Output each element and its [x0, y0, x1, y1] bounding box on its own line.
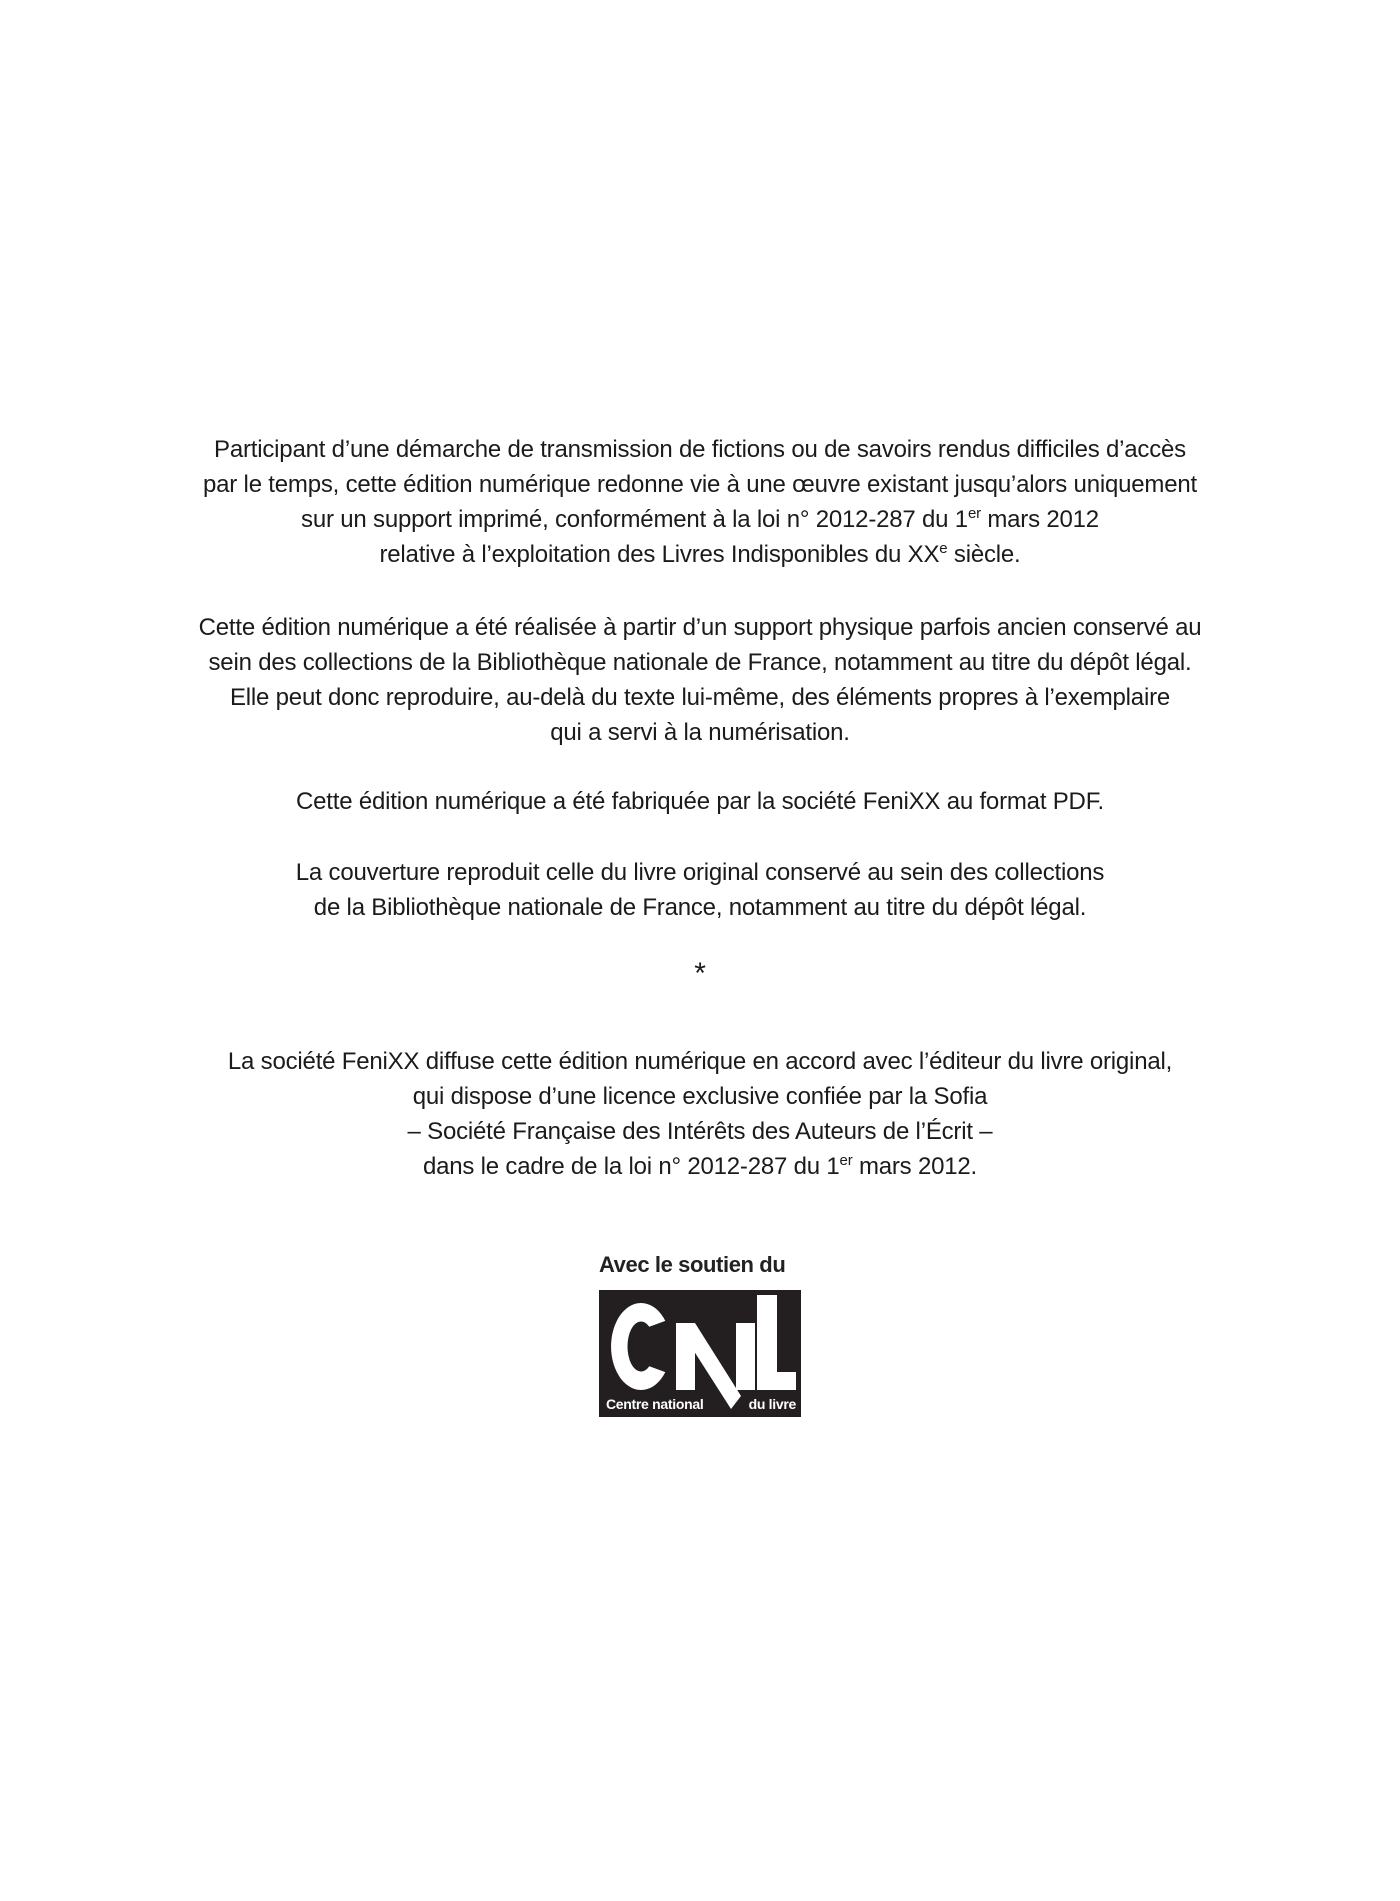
support-lockup	[599, 1250, 801, 1417]
text-segment: La couverture reproduit celle du livre original conservé au sein des collections	[295, 859, 1105, 886]
text-segment: Participant d’une démarche de transmission de fictions ou de savoirs rendus difficiles d’accès	[214, 436, 1186, 463]
paragraph-cover-notice	[110, 855, 1290, 925]
text-segment: mars 2012	[980, 506, 1099, 533]
text-line	[110, 537, 1290, 572]
text-segment: par le temps, cette édition numérique redonne vie à une œuvre existant jusqu’alors uniquement	[203, 471, 1197, 498]
superscript-text: e	[939, 540, 948, 557]
text-segment: – Société Française des Intérêts des Auteurs de l’Écrit –	[407, 1118, 993, 1145]
text-segment: mars 2012.	[852, 1153, 978, 1180]
text-segment: Elle peut donc reproduire, au-delà du texte lui-même, des éléments propres à l’exemplaire	[229, 684, 1171, 711]
cnl-letter-n-right-bar	[736, 1323, 755, 1390]
text-line	[110, 467, 1290, 502]
text-line	[110, 1114, 1290, 1149]
body-paragraphs	[110, 0, 1290, 1184]
text-segment: La société FeniXX diffuse cette édition numérique en accord avec l’éditeur du livre original,	[227, 1048, 1173, 1075]
text-segment: sur un support imprimé, conformément à la loi n° 2012-287 du 1	[301, 506, 968, 533]
paragraph-separator-asterisk	[110, 950, 1290, 991]
text-line	[110, 956, 1290, 991]
text-line	[110, 715, 1290, 750]
paragraph-source-notice	[110, 610, 1290, 750]
text-line	[110, 502, 1290, 537]
paragraph-fabrication-notice	[110, 784, 1290, 819]
paragraph-edition-intro	[110, 432, 1290, 572]
text-segment: qui dispose d’une licence exclusive confiée par la Sofia	[412, 1083, 988, 1110]
text-line	[110, 855, 1290, 890]
text-segment: de la Bibliothèque nationale de France, notamment au titre du dépôt légal.	[313, 894, 1087, 921]
text-segment: Cette édition numérique a été fabriquée par la société FeniXX au format PDF.	[296, 788, 1104, 815]
text-segment: sein des collections de la Bibliothèque nationale de France, notamment au titre du dépôt légal.	[208, 649, 1192, 676]
superscript-text: er	[839, 1152, 853, 1169]
paragraph-diffusion-notice	[110, 1044, 1290, 1184]
text-line	[110, 432, 1290, 467]
text-line	[110, 680, 1290, 715]
text-line	[110, 784, 1290, 819]
text-segment: relative à l’exploitation des Livres Indisponibles du XX	[379, 541, 940, 568]
cnl-logo	[599, 1290, 801, 1417]
text-segment: siècle.	[947, 541, 1021, 568]
text-segment: qui a servi à la numérisation.	[550, 719, 850, 746]
text-line	[110, 890, 1290, 925]
cnl-caption-right: du livre	[748, 1396, 796, 1412]
text-line	[110, 610, 1290, 645]
cnl-caption-left: Centre national	[606, 1396, 704, 1412]
support-label: Avec le soutien du	[599, 1252, 786, 1277]
text-segment: Cette édition numérique a été réalisée à partir d’un support physique parfois ancien conservé au	[198, 614, 1202, 641]
text-segment: dans le cadre de la loi n° 2012-287 du 1	[422, 1153, 840, 1180]
text-segment: *	[694, 957, 706, 990]
text-line	[110, 1044, 1290, 1079]
text-line	[110, 645, 1290, 680]
text-line	[110, 1079, 1290, 1114]
text-line	[110, 1149, 1290, 1184]
superscript-text: er	[967, 505, 981, 522]
